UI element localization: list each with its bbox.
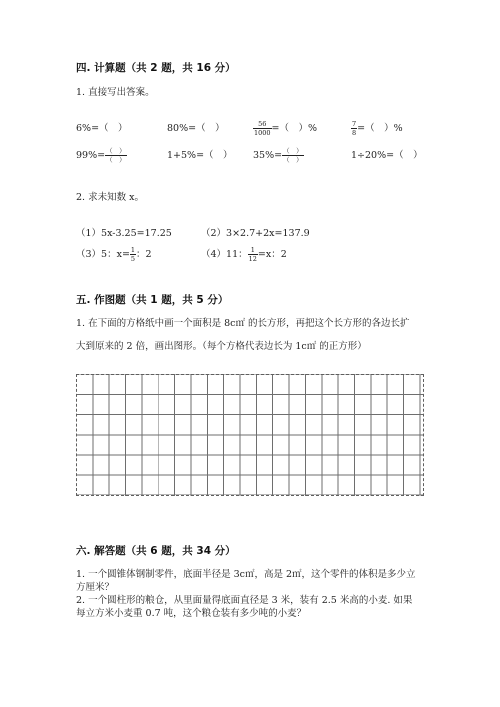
fraction-1-5: $\frac{1}{5}$: [130, 246, 136, 263]
answer-7-8: $\frac{7}{8}$ =（ ）%: [352, 120, 403, 137]
problem-2-line-2: 每立方米小麦重 0.7 吨，这个粮仓装有多少吨的小麦？: [76, 608, 307, 619]
answer-99-percent: 99%= $\frac{( )}{( )}$: [76, 147, 126, 164]
q1-prompt: 1. 直接写出答案。: [76, 87, 155, 98]
drawing-question-line-2: 大到原来的 2 倍，画出图形。（每个方格代表边长为 1c㎡ 的正方形）: [76, 341, 367, 352]
section-5-heading: 五. 作图题（共 1 题，共 5 分）: [76, 294, 229, 306]
answer-35-percent: 35%= $\frac{( )}{( )}$: [253, 147, 303, 164]
answer-80-percent: 80%=（ ）: [167, 123, 225, 134]
answer-56-1000: $\frac{56}{1000}$ =（ ）%: [254, 120, 318, 137]
blank-fraction: $\frac{( )}{( )}$: [106, 147, 126, 164]
equation-3: （3）5：x= $\frac{1}{5}$ ：2: [76, 246, 152, 263]
drawing-question-line-1: 1. 在下面的方格纸中画一个面积是 8c㎡ 的长方形，再把这个长方形的各边长扩: [76, 318, 410, 329]
section-4-heading: 四. 计算题（共 2 题，共 16 分）: [76, 62, 236, 74]
equation-4: （4）11： $\frac{1}{12}$ =x：2: [201, 246, 287, 263]
blank-fraction: $\frac{( )}{( )}$: [283, 147, 303, 164]
equation-2: （2）3×2.7+2x=137.9: [201, 228, 310, 239]
problem-1-line-2: 方厘米？: [76, 582, 115, 593]
problem-2-line-1: 2. 一个圆柱形的粮仓，从里面量得底面直径是 3 米，装有 2.5 米高的小麦. 如果: [76, 595, 413, 606]
section-6-heading: 六. 解答题（共 6 题，共 34 分）: [76, 545, 236, 557]
answer-6-percent: 6%=（ ）: [76, 123, 128, 134]
answer-1-plus-5: 1+5%=（ ）: [167, 150, 233, 161]
fraction-1-12: $\frac{1}{12}$: [248, 246, 257, 263]
q2-prompt: 2. 求未知数 x。: [76, 192, 144, 203]
equation-1: （1）5x-3.25=17.25: [76, 228, 172, 239]
answer-1-div-20: 1÷20%=（ ）: [351, 150, 423, 161]
fraction-7-8: $\frac{7}{8}$: [352, 120, 357, 137]
problem-1-line-1: 1. 一个圆锥体钢制零件，底面半径是 3c㎡，高是 2㎡，这个零件的体积是多少立: [76, 569, 416, 580]
fraction-56-1000: $\frac{56}{1000}$: [254, 120, 271, 137]
grid-paper[interactable]: [76, 374, 424, 496]
